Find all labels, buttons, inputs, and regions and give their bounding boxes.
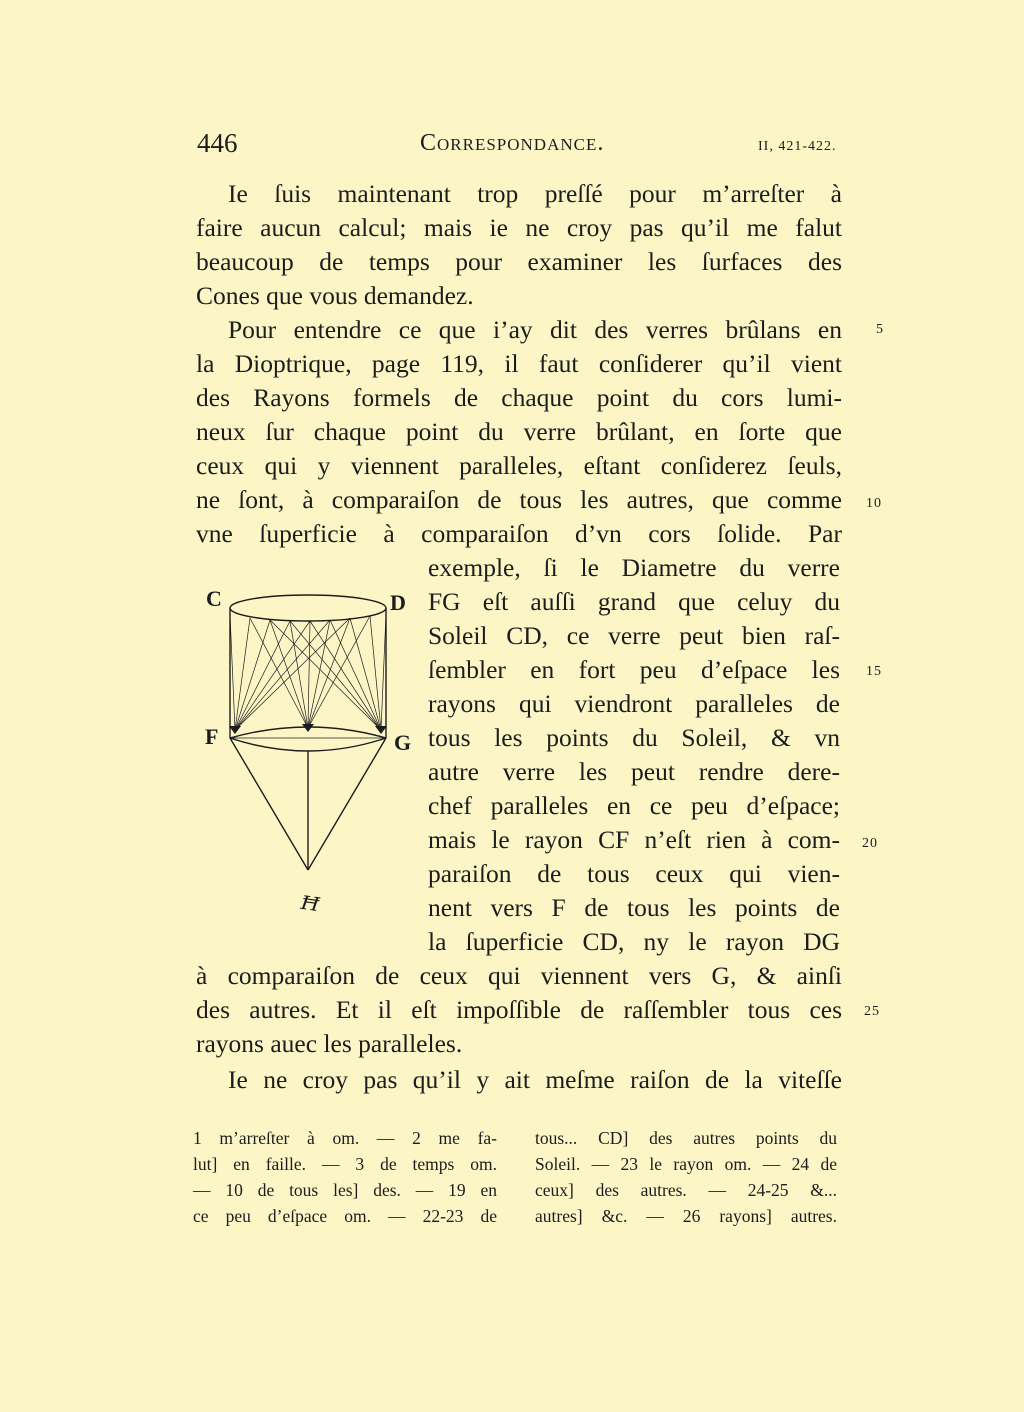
text-line: nent vers F de tous les points de [428,893,840,922]
text-line: mais le rayon CF n’eſt rien à com- [428,825,840,854]
ornament-mark: ꟸ [297,890,322,931]
figure-label-g: G [394,730,412,755]
text-line: vne ſuperficie à comparaiſon d’vn cors ſolide. Par [196,519,842,548]
text-line: la ſuperficie CD, ny le rayon DG [428,927,840,956]
figure-label-f: F [205,724,219,749]
line-number: 10 [866,496,882,511]
text-line: autre verre les peut rendre dere- [428,757,840,786]
text-line: Ie ne croy pas qu’il y ait meſme raiſon de la viteſſe [228,1065,842,1094]
lens-fg-bottom [230,738,386,751]
text-line: rayons auec les paralleles. [196,1029,463,1058]
cone-right [308,738,386,870]
text-line: Pour entendre ce que i’ay dit des verres brûlans en [228,315,842,344]
footnote-line: autres] &c. — 26 rayons] autres. [535,1206,837,1226]
footnote-line: 1 m’arreſter à om. — 2 me fa- [193,1128,497,1148]
text-line: exemple, ſi le Diametre du verre [428,553,840,582]
footnote-line: ceux] des autres. — 24-25 &... [535,1180,837,1200]
text-line: des Rayons formels de chaque point du cors lumi- [196,383,842,412]
text-line: ceux qui y viennent paralleles, eſtant conſiderez ſeuls, [196,451,842,480]
line-number: 20 [862,836,878,851]
text-line: neux ſur chaque point du verre brûlant, en ſorte que [196,417,842,446]
text-line: chef paralleles en ce peu d’eſpace; [428,791,840,820]
running-title: Correspondance. [420,130,605,156]
text-line: la Dioptrique, page 119, il faut conſiderer qu’il vient [196,349,842,378]
rays [230,614,386,730]
text-line: paraiſon de tous ceux qui vien- [428,859,840,888]
footnote-line: lut] en faille. — 3 de temps om. [193,1154,497,1174]
text-line: ne ſont, à comparaiſon de tous les autres, que comme [196,485,842,514]
text-line: beaucoup de temps pour examiner les ſurfaces des [196,247,842,276]
text-line: Soleil CD, ce verre peut bien raſ- [428,621,840,650]
footnote-line: — 10 de tous les] des. — 19 en [193,1180,497,1200]
text-line: tous les points du Soleil, & vn [428,723,840,752]
line-number: 25 [864,1004,880,1019]
text-line: FG eſt auſſi grand que celuy du [428,587,840,616]
line-number: 5 [876,322,884,337]
text-line: ſembler en fort peu d’eſpace les [428,655,840,684]
text-line: Cones que vous demandez. [196,281,474,310]
text-line: rayons qui viendront paralleles de [428,689,840,718]
burning-glass-figure [215,580,405,880]
footnote-line: tous... CD] des autres points du [535,1128,837,1148]
page-number: 446 [197,128,238,158]
page-reference: II, 421-422. [758,139,837,154]
sun-cd-ellipse [230,595,386,621]
line-number: 15 [866,664,882,679]
text-line: Ie ſuis maintenant trop preſſé pour m’arreſter à [228,179,842,208]
text-line: à comparaiſon de ceux qui viennent vers G, & ainſi [196,961,842,990]
text-line: des autres. Et il eſt impoſſible de raſſembler tous ces [196,995,842,1024]
text-line: faire aucun calcul; mais ie ne croy pas qu’il me falut [196,213,842,242]
footnote-line: Soleil. — 23 le rayon om. — 24 de [535,1154,837,1174]
figure-label-c: C [206,586,222,611]
cone-left [230,738,308,870]
footnote-line: ce peu d’eſpace om. — 22-23 de [193,1206,497,1226]
figure-label-d: D [390,590,406,615]
